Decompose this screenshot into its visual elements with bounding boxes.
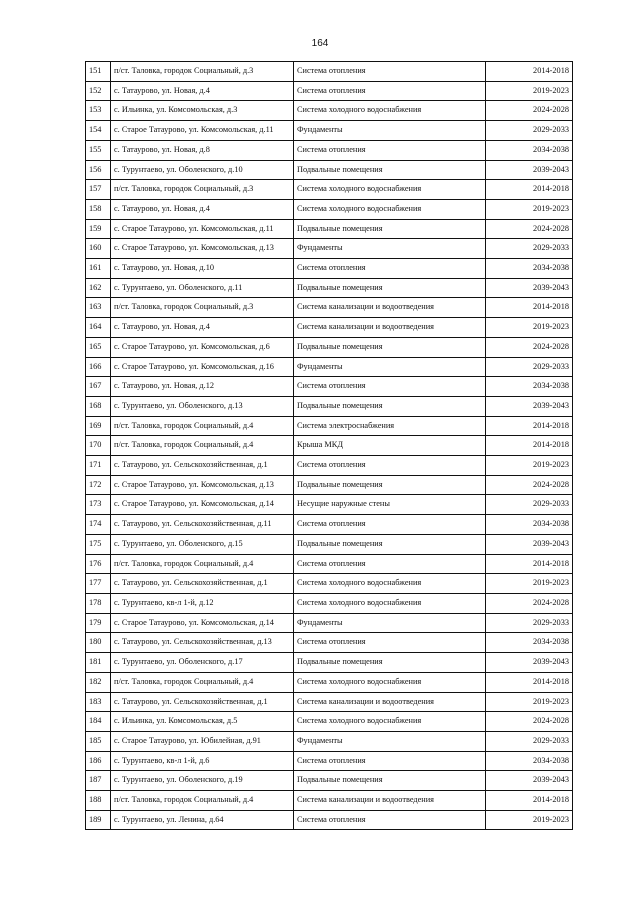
system-cell: Система отопления [294,633,486,653]
table-row [86,436,573,456]
row-number-cell: 187 [86,771,111,791]
system-cell: Система отопления [294,456,486,476]
row-number-cell: 183 [86,692,111,712]
address-cell: п/ст. Таловка, городок Социальный, д.3 [111,62,294,82]
system-cell: Подвальные помещения [294,337,486,357]
row-number-cell: 178 [86,593,111,613]
period-cell: 2014-2018 [486,298,573,318]
system-cell: Подвальные помещения [294,475,486,495]
system-cell: Система отопления [294,554,486,574]
row-number-cell: 185 [86,731,111,751]
period-cell: 2019-2023 [486,199,573,219]
table-row [86,791,573,811]
address-cell: с. Старое Татаурово, ул. Комсомольская, д.14 [111,495,294,515]
system-cell: Система холодного водоснабжения [294,712,486,732]
address-cell: с. Турунтаево, ул. Оболенского, д.13 [111,396,294,416]
address-cell: с. Старое Татаурово, ул. Комсомольская, д.13 [111,239,294,259]
row-number-cell: 186 [86,751,111,771]
row-number-cell: 166 [86,357,111,377]
system-cell: Система холодного водоснабжения [294,199,486,219]
address-cell: с. Старое Татаурово, ул. Комсомольская, д.13 [111,475,294,495]
table-row [86,81,573,101]
table-row [86,318,573,338]
address-cell: с. Татаурово, ул. Новая, д.10 [111,259,294,279]
address-cell: с. Старое Татаурово, ул. Юбилейная, д.91 [111,731,294,751]
address-cell: п/ст. Таловка, городок Социальный, д.4 [111,416,294,436]
table-row [86,101,573,121]
period-cell: 2039-2043 [486,396,573,416]
table-row [86,160,573,180]
address-cell: с. Турунтаево, ул. Оболенского, д.17 [111,653,294,673]
period-cell: 2014-2018 [486,672,573,692]
table-row [86,574,573,594]
address-cell: п/ст. Таловка, городок Социальный, д.4 [111,791,294,811]
period-cell: 2034-2038 [486,633,573,653]
row-number-cell: 184 [86,712,111,732]
system-cell: Система холодного водоснабжения [294,180,486,200]
period-cell: 2034-2038 [486,751,573,771]
repair-schedule-table [85,61,573,830]
table-row [86,810,573,830]
table-row [86,633,573,653]
system-cell: Фундаменты [294,357,486,377]
row-number-cell: 172 [86,475,111,495]
system-cell: Система отопления [294,259,486,279]
period-cell: 2029-2033 [486,731,573,751]
table-row [86,515,573,535]
address-cell: с. Турунтаево, кв-л 1-й, д.12 [111,593,294,613]
address-cell: п/ст. Таловка, городок Социальный, д.4 [111,554,294,574]
address-cell: с. Татаурово, ул. Новая, д.12 [111,377,294,397]
address-cell: с. Татаурово, ул. Сельскохозяйственная, д.1 [111,574,294,594]
system-cell: Система электроснабжения [294,416,486,436]
address-cell: с. Турунтаево, кв-л 1-й, д.6 [111,751,294,771]
period-cell: 2019-2023 [486,318,573,338]
system-cell: Система холодного водоснабжения [294,101,486,121]
row-number-cell: 163 [86,298,111,318]
address-cell: п/ст. Таловка, городок Социальный, д.3 [111,180,294,200]
period-cell: 2034-2038 [486,259,573,279]
row-number-cell: 158 [86,199,111,219]
row-number-cell: 161 [86,259,111,279]
period-cell: 2019-2023 [486,692,573,712]
system-cell: Фундаменты [294,239,486,259]
period-cell: 2039-2043 [486,160,573,180]
period-cell: 2014-2018 [486,180,573,200]
row-number-cell: 156 [86,160,111,180]
period-cell: 2029-2033 [486,121,573,141]
period-cell: 2014-2018 [486,436,573,456]
row-number-cell: 180 [86,633,111,653]
address-cell: с. Татаурово, ул. Сельскохозяйственная, д.1 [111,456,294,476]
address-cell: п/ст. Таловка, городок Социальный, д.4 [111,436,294,456]
row-number-cell: 181 [86,653,111,673]
table-row [86,456,573,476]
period-cell: 2034-2038 [486,515,573,535]
system-cell: Фундаменты [294,613,486,633]
system-cell: Система отопления [294,377,486,397]
system-cell: Подвальные помещения [294,278,486,298]
period-cell: 2039-2043 [486,278,573,298]
period-cell: 2014-2018 [486,554,573,574]
table-row [86,751,573,771]
table-row [86,416,573,436]
address-cell: с. Старое Татаурово, ул. Комсомольская, д.6 [111,337,294,357]
table-row [86,239,573,259]
period-cell: 2039-2043 [486,534,573,554]
period-cell: 2034-2038 [486,377,573,397]
table-row [86,653,573,673]
period-cell: 2039-2043 [486,771,573,791]
period-cell: 2019-2023 [486,81,573,101]
table-row [86,377,573,397]
system-cell: Система отопления [294,62,486,82]
period-cell: 2039-2043 [486,653,573,673]
table-row [86,62,573,82]
system-cell: Система канализации и водоотведения [294,298,486,318]
table-row [86,495,573,515]
row-number-cell: 168 [86,396,111,416]
table-row [86,475,573,495]
address-cell: п/ст. Таловка, городок Социальный, д.4 [111,672,294,692]
table-row [86,337,573,357]
table-row [86,771,573,791]
table-row [86,140,573,160]
table-row [86,692,573,712]
row-number-cell: 175 [86,534,111,554]
table-row [86,219,573,239]
period-cell: 2014-2018 [486,62,573,82]
row-number-cell: 165 [86,337,111,357]
address-cell: с. Турунтаево, ул. Оболенского, д.10 [111,160,294,180]
address-cell: с. Татаурово, ул. Новая, д.4 [111,199,294,219]
period-cell: 2024-2028 [486,101,573,121]
period-cell: 2019-2023 [486,574,573,594]
row-number-cell: 177 [86,574,111,594]
period-cell: 2034-2038 [486,140,573,160]
row-number-cell: 188 [86,791,111,811]
row-number-cell: 162 [86,278,111,298]
period-cell: 2019-2023 [486,456,573,476]
system-cell: Система канализации и водоотведения [294,791,486,811]
address-cell: с. Татаурово, ул. Сельскохозяйственная, д.13 [111,633,294,653]
address-cell: с. Ильинка, ул. Комсомольская, д.5 [111,712,294,732]
table-row [86,712,573,732]
system-cell: Система холодного водоснабжения [294,672,486,692]
table-body [86,62,573,830]
address-cell: с. Ильинка, ул. Комсомольская, д.3 [111,101,294,121]
period-cell: 2029-2033 [486,357,573,377]
system-cell: Подвальные помещения [294,396,486,416]
period-cell: 2024-2028 [486,219,573,239]
row-number-cell: 159 [86,219,111,239]
row-number-cell: 182 [86,672,111,692]
table-row [86,357,573,377]
system-cell: Система отопления [294,140,486,160]
row-number-cell: 152 [86,81,111,101]
system-cell: Система отопления [294,810,486,830]
table-row [86,672,573,692]
row-number-cell: 176 [86,554,111,574]
row-number-cell: 170 [86,436,111,456]
system-cell: Подвальные помещения [294,653,486,673]
table-row [86,613,573,633]
table-row [86,396,573,416]
page-number: 164 [311,38,329,49]
row-number-cell: 153 [86,101,111,121]
row-number-cell: 173 [86,495,111,515]
period-cell: 2029-2033 [486,495,573,515]
address-cell: с. Татаурово, ул. Сельскохозяйственная, д.1 [111,692,294,712]
address-cell: с. Турунтаево, ул. Оболенского, д.11 [111,278,294,298]
period-cell: 2024-2028 [486,475,573,495]
address-cell: с. Старое Татаурово, ул. Комсомольская, д.11 [111,219,294,239]
system-cell: Подвальные помещения [294,160,486,180]
system-cell: Система канализации и водоотведения [294,692,486,712]
period-cell: 2024-2028 [486,712,573,732]
system-cell: Система канализации и водоотведения [294,318,486,338]
table-row [86,593,573,613]
address-cell: с. Старое Татаурово, ул. Комсомольская, д.14 [111,613,294,633]
row-number-cell: 171 [86,456,111,476]
system-cell: Система отопления [294,751,486,771]
address-cell: с. Татаурово, ул. Новая, д.4 [111,81,294,101]
system-cell: Крыша МКД [294,436,486,456]
row-number-cell: 189 [86,810,111,830]
table-row [86,298,573,318]
period-cell: 2024-2028 [486,337,573,357]
table-row [86,278,573,298]
period-cell: 2014-2018 [486,791,573,811]
address-cell: п/ст. Таловка, городок Социальный, д.3 [111,298,294,318]
table-row [86,731,573,751]
address-cell: с. Старое Татаурово, ул. Комсомольская, д.11 [111,121,294,141]
row-number-cell: 174 [86,515,111,535]
address-cell: с. Татаурово, ул. Сельскохозяйственная, д.11 [111,515,294,535]
table-row [86,534,573,554]
table-row [86,554,573,574]
row-number-cell: 179 [86,613,111,633]
system-cell: Система отопления [294,515,486,535]
period-cell: 2024-2028 [486,593,573,613]
address-cell: с. Турунтаево, ул. Ленина, д.64 [111,810,294,830]
period-cell: 2029-2033 [486,239,573,259]
address-cell: с. Татаурово, ул. Новая, д.4 [111,318,294,338]
system-cell: Система отопления [294,81,486,101]
table-row [86,180,573,200]
system-cell: Подвальные помещения [294,219,486,239]
period-cell: 2019-2023 [486,810,573,830]
table-row [86,199,573,219]
period-cell: 2014-2018 [486,416,573,436]
table-row [86,259,573,279]
period-cell: 2029-2033 [486,613,573,633]
system-cell: Несущие наружные стены [294,495,486,515]
address-cell: с. Турунтаево, ул. Оболенского, д.15 [111,534,294,554]
row-number-cell: 157 [86,180,111,200]
table-row [86,121,573,141]
row-number-cell: 160 [86,239,111,259]
row-number-cell: 155 [86,140,111,160]
row-number-cell: 164 [86,318,111,338]
system-cell: Система холодного водоснабжения [294,593,486,613]
address-cell: с. Турунтаево, ул. Оболенского, д.19 [111,771,294,791]
system-cell: Система холодного водоснабжения [294,574,486,594]
address-cell: с. Татаурово, ул. Новая, д.8 [111,140,294,160]
row-number-cell: 151 [86,62,111,82]
row-number-cell: 169 [86,416,111,436]
system-cell: Фундаменты [294,121,486,141]
row-number-cell: 167 [86,377,111,397]
system-cell: Фундаменты [294,731,486,751]
row-number-cell: 154 [86,121,111,141]
address-cell: с. Старое Татаурово, ул. Комсомольская, д.16 [111,357,294,377]
system-cell: Подвальные помещения [294,534,486,554]
system-cell: Подвальные помещения [294,771,486,791]
